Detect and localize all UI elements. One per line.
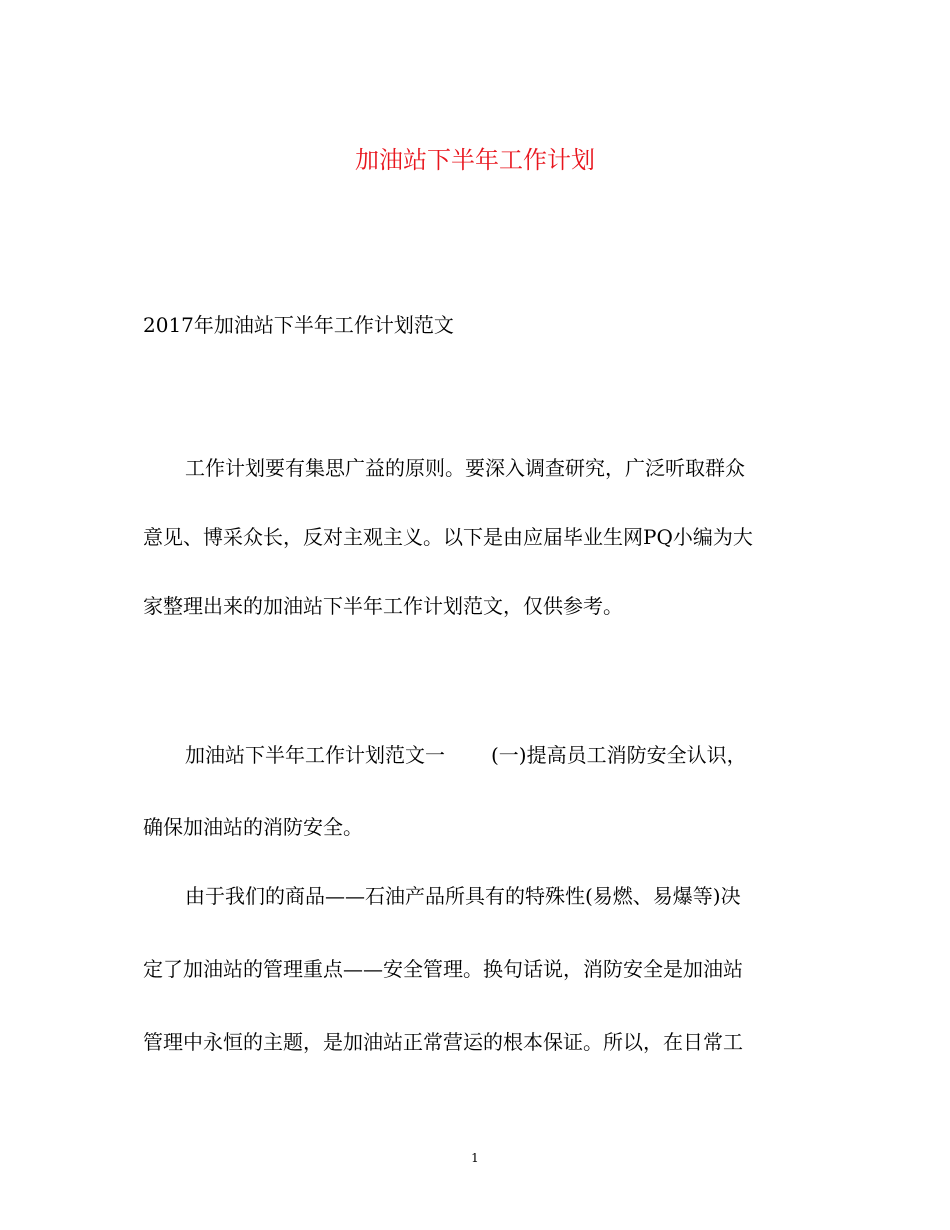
body-line-2: 定了加油站的管理重点——安全管理。换句话说，消防安全是加油站 (143, 957, 743, 981)
section-heading-continuation: 确保加油站的消防安全。 (143, 815, 363, 839)
body-line-1: 由于我们的商品——石油产品所具有的特殊性(易燃、易爆等)决 (185, 884, 741, 908)
section-heading-title: 加油站下半年工作计划范文一 (185, 743, 445, 767)
document-title: 加油站下半年工作计划 (355, 146, 595, 174)
section-heading-point: (一)提高员工消防安全认识， (491, 743, 747, 767)
document-subtitle: 2017年加油站下半年工作计划范文 (143, 313, 454, 337)
intro-line-2: 意见、博采众长，反对主观主义。以下是由应届毕业生网PQ小编为大 (143, 525, 753, 549)
intro-line-1: 工作计划要有集思广益的原则。要深入调查研究，广泛听取群众 (185, 456, 745, 480)
intro-line-3: 家整理出来的加油站下半年工作计划范文，仅供参考。 (143, 594, 623, 618)
page-number: 1 (471, 1151, 479, 1165)
section-heading (185, 735, 747, 775)
body-line-3: 管理中永恒的主题，是加油站正常营运的根本保证。所以，在日常工 (143, 1030, 743, 1054)
